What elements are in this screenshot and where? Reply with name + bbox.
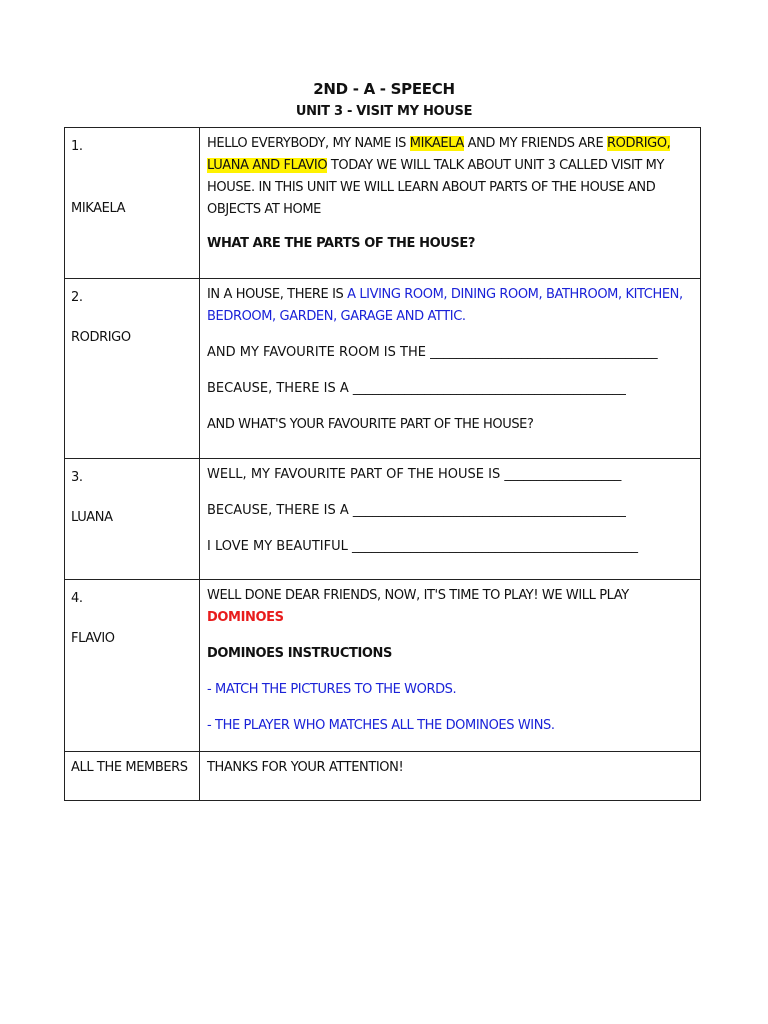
question-text: WHAT ARE THE PARTS OF THE HOUSE? <box>207 236 475 251</box>
row-number: 3. <box>71 470 83 485</box>
because-line: BECAUSE, THERE IS A __________________________________________ <box>207 503 626 518</box>
table-row-rodrigo <box>65 279 701 459</box>
table-row-luana <box>65 459 701 580</box>
speaker-cell <box>65 580 200 752</box>
rooms-intro: IN A HOUSE, THERE IS <box>207 287 348 302</box>
instructions-heading: DOMINOES INSTRUCTIONS <box>207 646 392 661</box>
speech-cell <box>200 128 701 279</box>
game-paragraph <box>207 585 694 629</box>
because-line: BECAUSE, THERE IS A __________________________________________ <box>207 381 626 396</box>
game-intro: WELL DONE DEAR FRIENDS, NOW, IT'S TIME TO PLAY! WE WILL PLAY <box>207 588 629 603</box>
love-line: I LOVE MY BEAUTIFUL ____________________________________________ <box>207 539 638 554</box>
intro-text: AND MY FRIENDS ARE <box>463 136 607 151</box>
speaker-cell <box>65 128 200 279</box>
speaker-name: RODRIGO <box>71 330 131 345</box>
row-number: 2. <box>71 290 83 305</box>
speech-cell <box>200 279 701 459</box>
page-subtitle: UNIT 3 - VISIT MY HOUSE <box>295 104 473 119</box>
intro-text: HELLO EVERYBODY, MY NAME IS <box>207 136 410 151</box>
question-text: AND WHAT'S YOUR FAVOURITE PART OF THE HOUSE? <box>207 417 534 432</box>
page-title: 2ND - A - SPEECH <box>313 80 455 98</box>
speech-cell <box>200 580 701 752</box>
instruction-item: - MATCH THE PICTURES TO THE WORDS. <box>207 682 457 697</box>
speech-cell <box>200 459 701 580</box>
closing-text: THANKS FOR YOUR ATTENTION! <box>207 760 404 775</box>
favourite-part-line: WELL, MY FAVOURITE PART OF THE HOUSE IS __________________ <box>207 467 622 482</box>
table-row-flavio <box>65 580 701 752</box>
row-number: 1. <box>71 139 83 154</box>
intro-text: TODAY WE WILL TALK ABOUT UNIT 3 CALLED VISIT MY HOUSE. IN THIS UNIT WE WILL LEARN ABOUT PARTS OF THE HOUSE AND OBJECTS AT HOME <box>207 158 665 217</box>
speaker-cell <box>65 752 200 801</box>
speaker-cell <box>65 279 200 459</box>
table-row-all-members <box>65 752 701 801</box>
highlight-rodrigo: RODRIGO, <box>607 136 671 151</box>
speech-cell <box>200 752 701 801</box>
table-row-mikaela <box>65 128 701 279</box>
intro-paragraph <box>207 133 694 221</box>
speaker-name: LUANA <box>71 510 113 525</box>
row-number: 4. <box>71 591 83 606</box>
speaker-name: MIKAELA <box>71 201 126 216</box>
instruction-item: - THE PLAYER WHO MATCHES ALL THE DOMINOES WINS. <box>207 718 555 733</box>
dominoes-word: DOMINOES <box>207 610 284 625</box>
highlight-luana-flavio: LUANA AND FLAVIO <box>207 158 328 173</box>
speaker-name: FLAVIO <box>71 631 115 646</box>
rooms-paragraph <box>207 284 694 328</box>
speaker-name: ALL THE MEMBERS <box>71 760 188 775</box>
highlight-mikaela: MIKAELA <box>409 136 464 151</box>
favourite-room-line: AND MY FAVOURITE ROOM IS THE ___________________________________ <box>207 345 658 360</box>
rooms-list: A LIVING ROOM, DINING ROOM, BATHROOM, KITCHEN, BEDROOM, GARDEN, GARAGE AND ATTIC. <box>207 287 683 324</box>
speech-table <box>64 127 701 801</box>
speaker-cell <box>65 459 200 580</box>
